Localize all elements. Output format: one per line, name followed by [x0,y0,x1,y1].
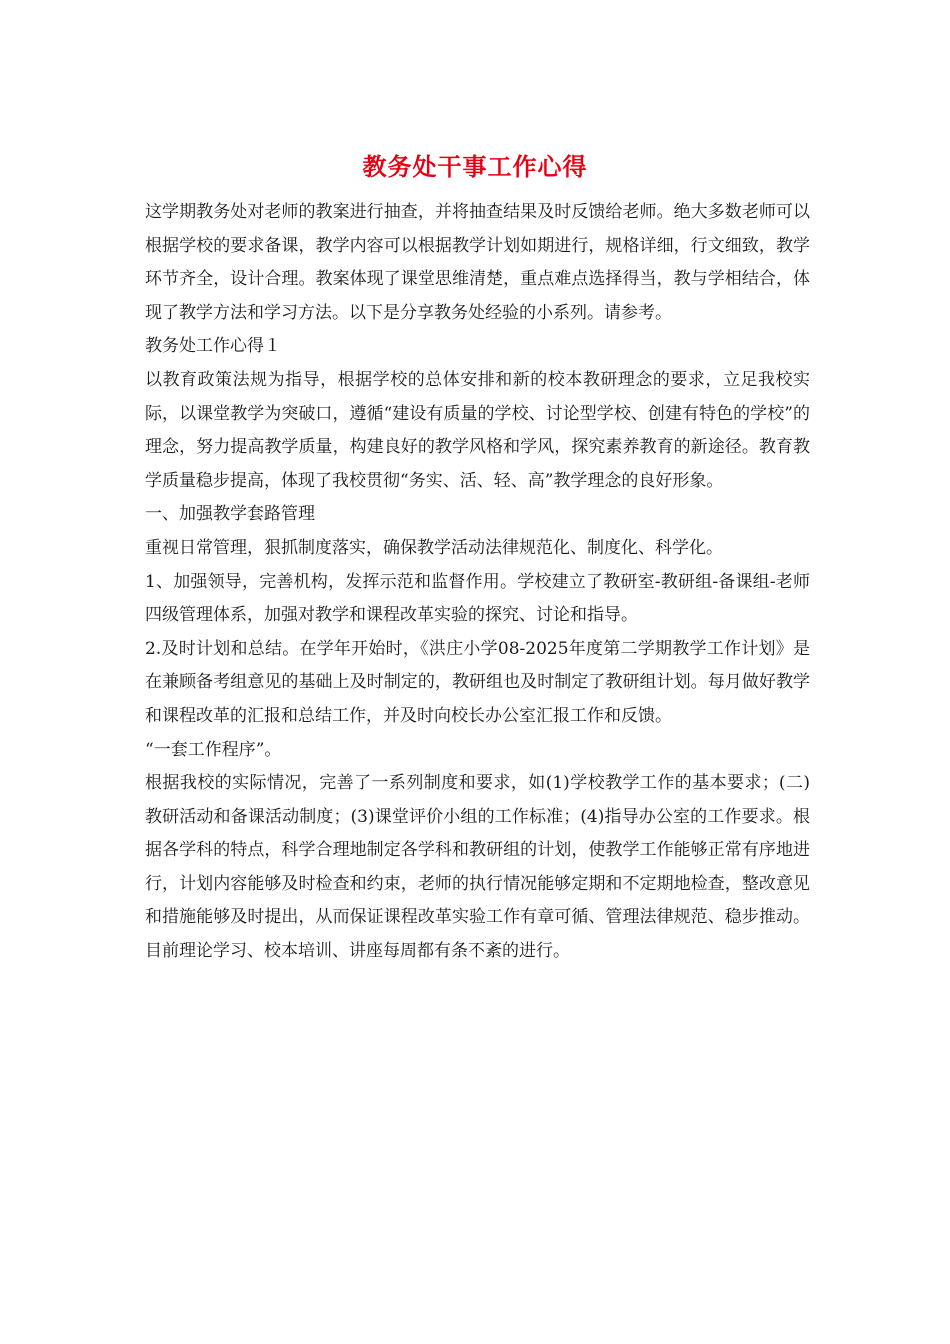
document-title: 教务处干事工作心得 [362,153,588,181]
list-item: 2.及时计划和总结。在学年开始时，《洪庄小学08-2025年度第二学期教学工作计划》是在兼顾备考组意见的基础上及时制定的，教研组也及时制定了教研组计划。每月做好教学和课程改革的汇报和总结工作，并及时向校长办公室汇报工作和反馈。 [145,638,810,726]
subsection-heading: 一、加强教学套路管理 [145,504,315,525]
document-body [145,196,810,969]
body-paragraph: 重视日常管理，狠抓制度落实，确保教学活动法律规范化、制度化、科学化。 [145,537,723,558]
section-heading: 教务处工作心得１ [145,336,281,357]
intro-paragraph: 这学期教务处对老师的教案进行抽查，并将抽查结果及时反馈给老师。绝大多数老师可以根据学校的要求备课，教学内容可以根据教学计划如期进行，规格详细，行文细致，教学环节齐全，设计合理。教案体现了课堂思维清楚，重点难点选择得当，教与学相结合，体现了教学方法和学习方法。以下是分享教务处经验的小系列。请参考。 [145,202,810,323]
body-paragraph: 根据我校的实际情况，完善了一系列制度和要求，如(1)学校教学工作的基本要求；(二)教研活动和备课活动制度；(3)课堂评价小组的工作标准；(4)指导办公室的工作要求。根据各学科的特点，科学合理地制定各学科和教研组的计划，使教学工作能够正常有序地进行，计划内容能够及时检查和约束，老师的执行情况能够定期和不定期地检查，整改意见和措施能够及时提出，从而保证课程改革实验工作有章可循、管理法律规范、稳步推动。目前理论学习、校本培训、讲座每周都有条不紊的进行。 [145,773,810,962]
subsection-heading: “一套工作程序”。 [145,739,282,760]
body-paragraph: 以教育政策法规为指导，根据学校的总体安排和新的校本教研理念的要求，立足我校实际，以课堂教学为突破口，遵循“建设有质量的学校、讨论型学校、创建有特色的学校”的理念，努力提高教学质量，构建良好的教学风格和学风，探究素养教育的新途径。教育教学质量稳步提高，体现了我校贯彻“务实、活、轻、高”教学理念的良好形象。 [145,369,810,491]
list-item: 1、加强领导，完善机构，发挥示范和监督作用。学校建立了教研室-教研组-备课组-老师四级管理体系，加强对教学和课程改革实验的探究、讨论和指导。 [145,571,810,626]
